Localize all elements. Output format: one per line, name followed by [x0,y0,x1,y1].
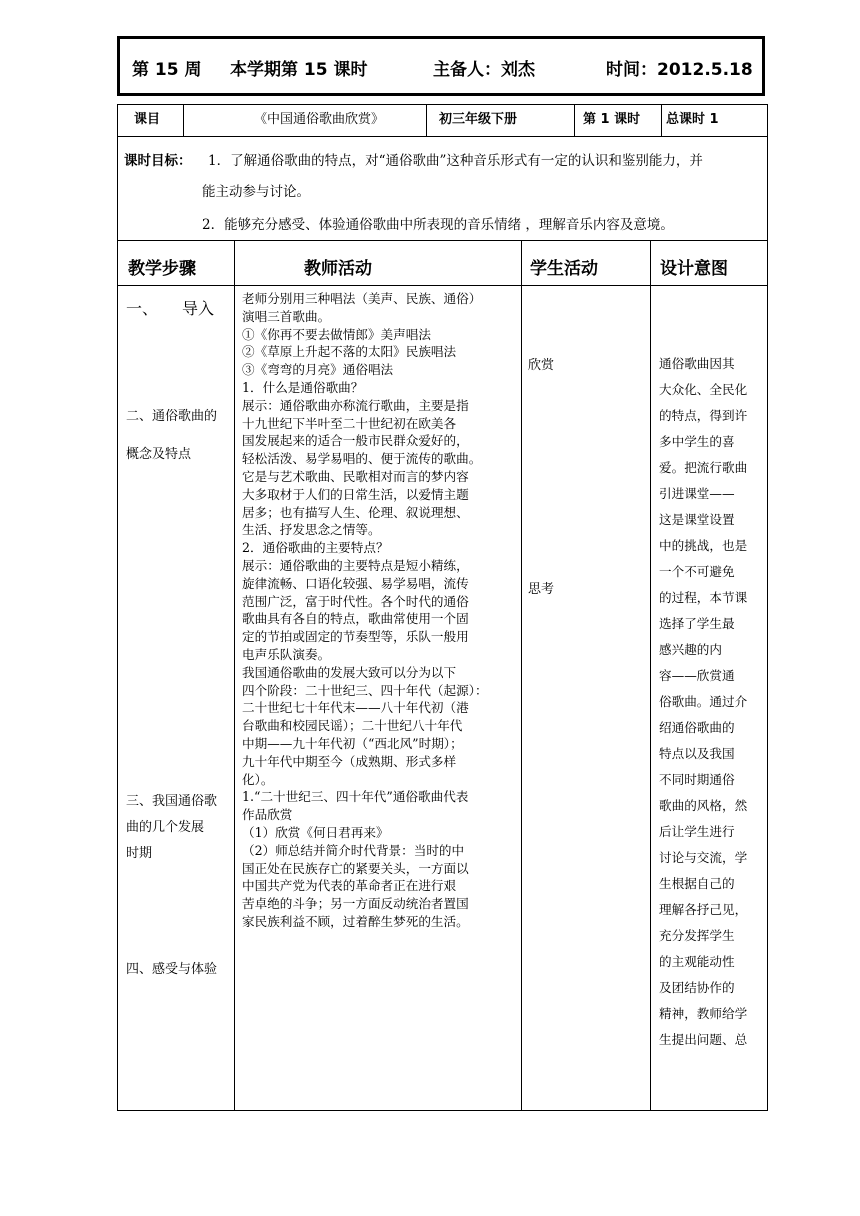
teacher-activity-line: 十九世纪下半叶至二十世纪初在欧美各 [242,415,457,431]
step-concept [126,404,217,468]
lesson-number: 第 1 课时 [575,105,662,136]
goal-line-3: 2．能够充分感受、体验通俗歌曲中所表现的音乐情绪 ，理解音乐内容及意境。 [202,217,674,233]
teacher-activity-line: 2．通俗歌曲的主要特点？ [242,540,389,556]
design-intent-line: 容——欣赏通 [659,668,735,683]
design-intent-line: 俗歌曲。通过介 [659,694,748,709]
design-intent-line: 中的挑战，也是 [659,538,748,553]
teacher-activity-line: ②《草原上升起不落的太阳》民族唱法 [242,344,457,360]
design-intent-line: 引进课堂—— [659,486,735,501]
teacher-activity-line: 我国通俗歌曲的发展大致可以分为以下 [242,664,457,680]
course-title: 《中国通俗歌曲欣赏》 [184,105,427,136]
teacher-activity-line: 居多；也有描写人生、伦理、叙说理想、 [242,504,469,520]
teacher-activity-line: 轻松活泼、易学易唱的、便于流传的歌曲。 [242,451,482,467]
design-intent-line: 一个不可避免 [659,564,735,579]
design-intent-line: 选择了学生最 [659,616,735,631]
step-history [126,789,217,867]
teacher-activity-line: 生活、抒发思念之情等。 [242,522,381,538]
teacher-activity-line: 国正处在民族存亡的紧要关头，一方面以 [242,860,469,876]
teacher-activity-line: 四个阶段：二十世纪三、四十年代（起源）： [242,682,488,698]
teacher-activity-line: 九十年代中期至今（成熟期、形式多样 [242,753,457,769]
goal-line-2: 能主动参与讨论。 [202,184,310,200]
total-lessons: 总课时 1 [666,112,719,127]
teacher-activity-line: 老师分别用三种唱法（美声、民族、通俗） [242,291,482,306]
week-label: 第 15 周 [132,60,202,80]
teacher-activity-line: 演唱三首歌曲。 [242,308,331,324]
col-header-steps: 教学步骤 [128,259,196,279]
teacher-activity-line: 定的节拍或固定的节奏型等，乐队一般用 [242,629,469,645]
teacher-activity-line: ③《弯弯的月亮》通俗唱法 [242,362,394,378]
design-intent-line: 充分发挥学生 [659,928,735,943]
design-intent-line: 后让学生进行 [659,824,735,839]
column-divider [521,241,522,1110]
teacher-activity-line: 范围广泛，富于时代性。各个时代的通俗 [242,593,469,609]
teacher-activity-line: 1．什么是通俗歌曲？ [242,379,364,395]
design-intent-line: 及团结协作的 [659,980,735,995]
teacher-activity-line: 电声乐队演奏。 [242,646,331,662]
design-intent-line: 这是课堂设置 [659,512,735,527]
design-intent-line: 绍通俗歌曲的 [659,720,735,735]
step-intro: 一、 导入 [126,299,215,318]
step-experience: 四、感受与体验 [126,962,218,977]
goals-label: 课时目标： [124,153,192,169]
date-label: 时间：2012.5.18 [606,60,753,80]
col-header-teacher: 教师活动 [304,259,372,279]
teacher-activity-line: 旋律流畅、口语化较强、易学易唱，流传 [242,575,469,591]
design-intent-line: 的过程，本节课 [659,590,748,605]
step-history-line: 时期 [126,846,153,861]
teacher-activity-line: 作品欣赏 [242,807,293,823]
student-activity-think: 思考 [528,582,555,597]
teacher-activity-line: 国发展起来的适合一般市民群众爱好的， [242,433,469,449]
teacher-activity-line: 苦卓绝的斗争；另一方面反动统治者置国 [242,896,469,912]
col-header-design: 设计意图 [660,259,728,279]
teaching-plan-table [117,241,768,1111]
step-concept-line: 概念及特点 [126,447,192,462]
lesson-header [117,36,765,96]
step-history-line: 三、我国通俗歌 [126,794,218,809]
teacher-activity-line: 化）。 [242,771,274,787]
teacher-activity-line: （1）欣赏《何日君再来》 [242,824,389,840]
header-divider [118,285,767,286]
design-intent-line: 特点以及我国 [659,746,735,761]
design-intent-line: 精神，教师给学 [659,1006,748,1021]
subject-label: 课目 [118,105,184,136]
teacher-activity-line: ①《你再不要去做情郎》美声唱法 [242,326,431,342]
design-intent-line: 理解各抒己见， [659,902,748,917]
teacher-activity-line: 中国共产党为代表的革命者正在进行艰 [242,878,457,894]
step-history-line: 曲的几个发展 [126,820,205,835]
teacher-activity-line: 1.“二十世纪三、四十年代”通俗歌曲代表 [242,789,469,805]
design-intent-line: 不同时期通俗 [659,772,735,787]
teacher-activity-line: 台歌曲和校园民谣）；二十世纪八十年代 [242,718,463,734]
teacher-activity-line: 家民族利益不顾，过着醉生梦死的生活。 [242,913,469,929]
column-divider [234,241,235,1110]
teacher-activity-line: 大多取材于人们的日常生活，以爱情主题 [242,486,469,502]
design-intent-line: 的特点，得到许 [659,408,748,423]
grade-label: 初三年级下册 [427,105,575,136]
design-intent-line: 多中学生的喜 [659,434,735,449]
course-info-row [117,104,768,137]
design-intent-line: 大众化、全民化 [659,382,748,397]
design-intent-line: 的主观能动性 [659,954,735,969]
design-intent-line: 歌曲的风格，然 [659,798,748,813]
teacher-activity-line: 展示：通俗歌曲亦称流行歌曲，主要是指 [242,397,469,413]
design-intent-line: 生提出问题、总 [659,1032,748,1047]
design-intent-line: 爱。把流行歌曲 [659,460,748,475]
step-concept-line: 二、通俗歌曲的 [126,409,218,424]
column-divider [650,241,651,1110]
teacher-activity-line: 它是与艺术歌曲、民歌相对而言的梦内容 [242,468,469,484]
design-intent-line: 感兴趣的内 [659,642,722,657]
design-intent [659,351,763,1053]
teacher-activity-line: 展示：通俗歌曲的主要特点是短小精练， [242,557,469,573]
lesson-label: 本学期第 15 课时 [230,60,368,80]
teacher-activity-line: 歌曲具有各自的特点，歌曲常使用一个固 [242,611,469,627]
preparer-label: 主备人：刘杰 [433,60,535,80]
teacher-activity [242,290,517,931]
teacher-activity-line: （2）师总结并简介时代背景：当时的中 [242,842,465,858]
goal-line-1: 1．了解通俗歌曲的特点，对“通俗歌曲”这种音乐形式有一定的认识和鉴别能力，并 [208,153,703,169]
student-activity-appreciate: 欣赏 [528,358,555,373]
design-intent-line: 讨论与交流，学 [659,850,748,865]
teacher-activity-line: 二十世纪七十年代末——八十年代初（港 [242,700,469,716]
lesson-goals [117,137,768,241]
design-intent-line: 生根据自己的 [659,876,735,891]
design-intent-line: 通俗歌曲因其 [659,356,735,371]
col-header-student: 学生活动 [530,259,598,279]
teacher-activity-line: 中期——九十年代初（“西北风”时期）； [242,735,463,751]
